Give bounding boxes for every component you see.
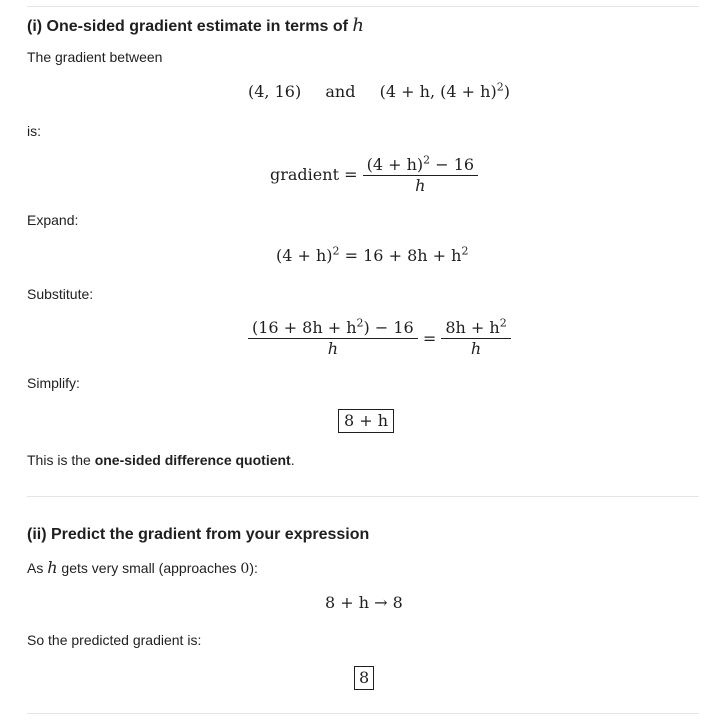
substitute-fraction-2 — [441, 318, 510, 359]
gradient-numerator: $(4 + h)^2 - 16$ — [363, 155, 478, 176]
substitute-denominator-1: h — [327, 339, 339, 358]
point-1: (4, 16) — [248, 82, 302, 101]
bold-term: one-sided difference quotient — [94, 452, 291, 468]
substitute-label: Substitute: — [27, 286, 94, 302]
substitute-fraction-1 — [248, 318, 418, 359]
points-equation — [248, 82, 510, 101]
is-label: is: — [27, 123, 41, 139]
top-divider — [27, 6, 699, 7]
substitute-denominator-2: h — [470, 339, 482, 358]
limit-expression: 8 + h → 8 — [325, 593, 403, 612]
substitute-numerator-1: $(16 + 8h + h^2) - 16$ — [248, 318, 418, 339]
conclusion-text: This is the one-sided difference quotient. — [27, 452, 295, 468]
gradient-word: gradient = — [270, 165, 358, 184]
expand-label: Expand: — [27, 212, 79, 228]
section-1-heading-text: (i) One-sided gradient estimate in terms of — [27, 18, 348, 35]
answer-box: 8 — [354, 666, 374, 690]
section-divider — [27, 496, 699, 497]
so-label: So the predicted gradient is: — [27, 632, 202, 648]
and-word: and — [325, 82, 356, 101]
gradient-equation — [270, 155, 478, 196]
section-2-heading: (ii) Predict the gradient from your expression — [27, 526, 370, 543]
simplify-label: Simplify: — [27, 375, 80, 391]
equals-sign: = — [422, 329, 437, 348]
answer-result — [354, 666, 374, 690]
section-1-heading — [27, 15, 364, 36]
point-2: (4 + h, $(4 + h)^2$) — [379, 80, 510, 101]
gradient-fraction — [363, 155, 478, 196]
h-variable: h — [47, 558, 58, 577]
gradient-denominator: h — [415, 176, 426, 195]
substitute-equation — [248, 318, 511, 359]
heading-variable: h — [352, 15, 364, 36]
bottom-divider — [27, 713, 699, 714]
approach-text: As h gets very small (approaches 0): — [27, 558, 258, 577]
simplified-box: 8 + h — [338, 409, 394, 433]
intro-text: The gradient between — [27, 49, 163, 65]
substitute-numerator-2: $8h + h^2$ — [441, 318, 510, 339]
simplified-result — [338, 409, 394, 433]
expand-equation: $(4 + h)^2 = 16 + 8h + h^2$ — [276, 244, 469, 265]
